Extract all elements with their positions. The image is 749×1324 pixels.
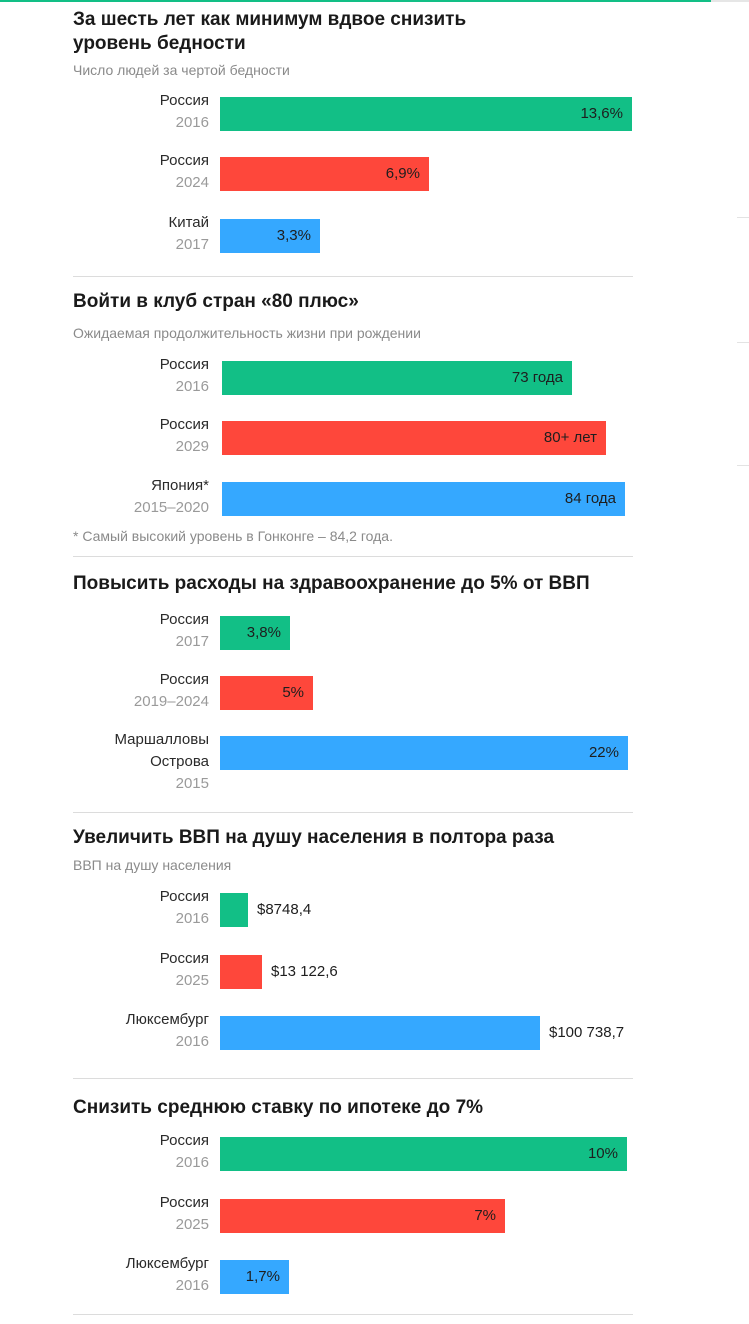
category-name: Россия [159, 356, 209, 373]
bar-value-label: 3,3% [276, 227, 311, 244]
category-label [160, 609, 209, 653]
bar-value-label: 3,8% [246, 624, 281, 641]
category-year: 2015 [175, 775, 209, 792]
category-year: 2016 [175, 910, 209, 927]
category-name: Россия [159, 950, 209, 967]
category-label [160, 414, 209, 458]
category-name: Россия [159, 1194, 209, 1211]
bar-value-label: 13,6% [580, 105, 623, 122]
category-label [160, 1192, 209, 1236]
category-name: Россия [159, 416, 209, 433]
chart-subtitle: Число людей за чертой бедности [73, 62, 290, 78]
bar [220, 1016, 540, 1050]
category-name: Россия [159, 611, 209, 628]
category-label [134, 475, 209, 519]
chart-subtitle: ВВП на душу населения [73, 857, 232, 873]
category-name: Россия [159, 888, 209, 905]
chart-footnote: * Самый высокий уровень в Гонконге – 84,2 года. [73, 528, 393, 544]
chart-title: Войти в клуб стран «80 плюс» [73, 291, 359, 312]
bar-value-label: 73 года [511, 369, 563, 386]
category-year: 2017 [175, 633, 209, 650]
section-divider [73, 276, 633, 277]
category-name: Маршалловы [114, 731, 209, 748]
bar-value-label: $13 122,6 [271, 963, 338, 980]
chart-title: Повысить расходы на здравоохранение до 5% от ВВП [73, 573, 590, 594]
category-year: 2016 [175, 1277, 209, 1294]
chart-subtitle: Ожидаемая продолжительность жизни при рождении [73, 325, 421, 341]
category-label [160, 1130, 209, 1174]
category-name: Люксембург [125, 1011, 209, 1028]
category-label [115, 729, 210, 795]
category-label [160, 150, 209, 194]
category-year: 2025 [175, 1216, 209, 1233]
category-year: 2016 [175, 1154, 209, 1171]
bar-value-label: 7% [474, 1207, 496, 1224]
category-label [126, 1253, 209, 1297]
bar-value-label: 84 года [564, 490, 616, 507]
category-name: Россия [159, 152, 209, 169]
category-name: Россия [159, 92, 209, 109]
section-divider [73, 556, 633, 557]
category-year: 2025 [175, 972, 209, 989]
category-label [160, 90, 209, 134]
category-year: 2015–2020 [133, 499, 209, 516]
category-name: Япония* [151, 477, 209, 494]
section-divider [73, 1314, 633, 1315]
category-label [160, 886, 209, 930]
chart-title: Снизить среднюю ставку по ипотеке до 7% [73, 1097, 484, 1118]
bar-value-label: 80+ лет [543, 429, 597, 446]
section-divider [73, 812, 633, 813]
category-name: Россия [159, 671, 209, 688]
category-name: Россия [159, 1132, 209, 1149]
category-year: 2029 [175, 438, 209, 455]
chart-title: Увеличить ВВП на душу населения в полтора раза [73, 827, 555, 848]
bar [220, 893, 248, 927]
category-year: 2017 [175, 236, 209, 253]
category-year: 2016 [175, 378, 209, 395]
category-label [160, 354, 209, 398]
category-name-line2: Острова [150, 753, 209, 770]
category-year: 2024 [175, 174, 209, 191]
category-year: 2019–2024 [133, 693, 209, 710]
bar-value-label: $8748,4 [257, 901, 312, 918]
category-label [126, 1009, 209, 1053]
bar-value-label: 6,9% [385, 165, 420, 182]
bar-value-label: 5% [282, 684, 304, 701]
section-divider [73, 1078, 633, 1079]
category-year: 2016 [175, 114, 209, 131]
category-name: Люксембург [125, 1255, 209, 1272]
bar-value-label: 1,7% [245, 1268, 280, 1285]
bar-value-label: $100 738,7 [549, 1024, 625, 1041]
chart-title: За шесть лет как минимум вдвое снизить уровень бедности [73, 9, 467, 54]
category-label [160, 948, 209, 992]
category-label [168, 212, 209, 256]
category-year: 2016 [175, 1033, 209, 1050]
bar-value-label: 10% [587, 1145, 618, 1162]
bar [220, 955, 262, 989]
category-label [134, 669, 209, 713]
bar-value-label: 22% [588, 744, 619, 761]
category-name: Китай [168, 214, 209, 231]
